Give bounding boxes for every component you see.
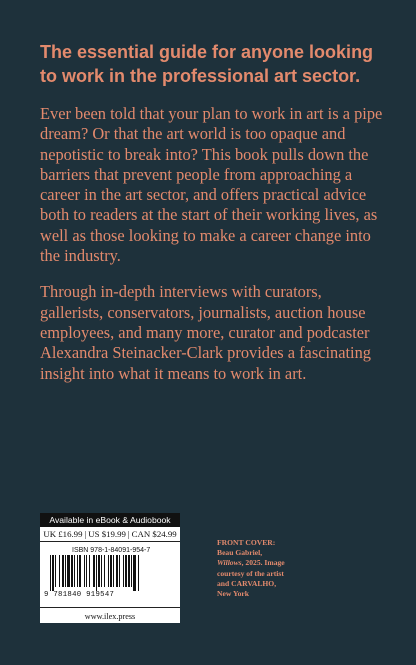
credit-title: Willows [217,558,242,568]
barcode-digits: 9 781840 919547 [44,591,115,599]
publisher-website: www.ilex.press [40,607,180,626]
barcode-bar [110,555,112,587]
barcode-bar [119,555,120,587]
isbn-text: ISBN 978-1-84091-954-7 [72,547,151,554]
barcode-bar [138,555,139,591]
barcode-bar [50,555,51,591]
barcode-bar [67,555,70,587]
price-can: CAN $24.99 [131,529,177,539]
barcode-bar [55,555,56,587]
price-line [40,527,180,542]
barcode-bar [133,555,136,591]
front-cover-credit [217,538,287,599]
barcode-bar [116,555,118,587]
barcode-bar [86,555,87,587]
barcode-bar [113,555,114,587]
credit-label: FRONT COVER: [217,538,276,547]
barcode [40,555,180,601]
barcode-bar [93,555,95,587]
barcode-bar [128,555,130,587]
barcode-bar [123,555,124,587]
price-uk: UK £16.99 [43,529,83,539]
price-separator: | [84,529,87,539]
barcode-bar [71,555,73,587]
barcode-bar [104,555,105,587]
barcode-bar [96,555,97,591]
credit-artist: Beau Gabriel, [217,548,263,558]
blurb-headline: The essential guide for anyone looking to work in the professional art sector. [40,42,374,86]
barcode-bar [84,555,85,587]
barcode-bar [59,555,60,587]
price-separator: | [127,529,130,539]
credit-courtesy: Image courtesy of the artist and CARVALHO, New York [217,558,285,599]
barcode-bar [77,555,78,587]
credit-year: , 2025. [241,558,263,568]
barcode-bar [74,555,75,587]
barcode-bar [79,555,81,587]
barcode-bar [98,555,100,587]
price-us: US $19.99 [88,529,126,539]
barcode-bar [62,555,64,587]
barcode-bar [108,555,109,587]
back-cover-blurb [40,40,385,400]
barcode-bar [65,555,66,587]
barcode-bar [89,555,90,587]
availability-banner: Available in eBook & Audiobook [40,513,180,527]
barcode-bar [131,555,132,587]
barcode-box [40,513,180,623]
barcode-icon [50,555,168,591]
barcode-bar [101,555,102,587]
blurb-paragraph-2: Through in-depth interviews with curators, gallerists, conservators, journalists, auction house employees, and many more, curator and podcaster Alexandra Steinacker-Clark provides a fascinating insight into what it means to work in art. [40,282,371,383]
blurb-paragraph-1: Ever been told that your plan to work in art is a pipe dream? Or that the art world is too opaque and nepotistic to break into? This book pulls down the barriers that prevent people from approaching a career in the art sector, and offers practical advice both to readers at the start of their working lives, as well as those looking to make a career change into the industry. [40,104,383,266]
barcode-bar [52,555,54,591]
barcode-bar [125,555,127,587]
